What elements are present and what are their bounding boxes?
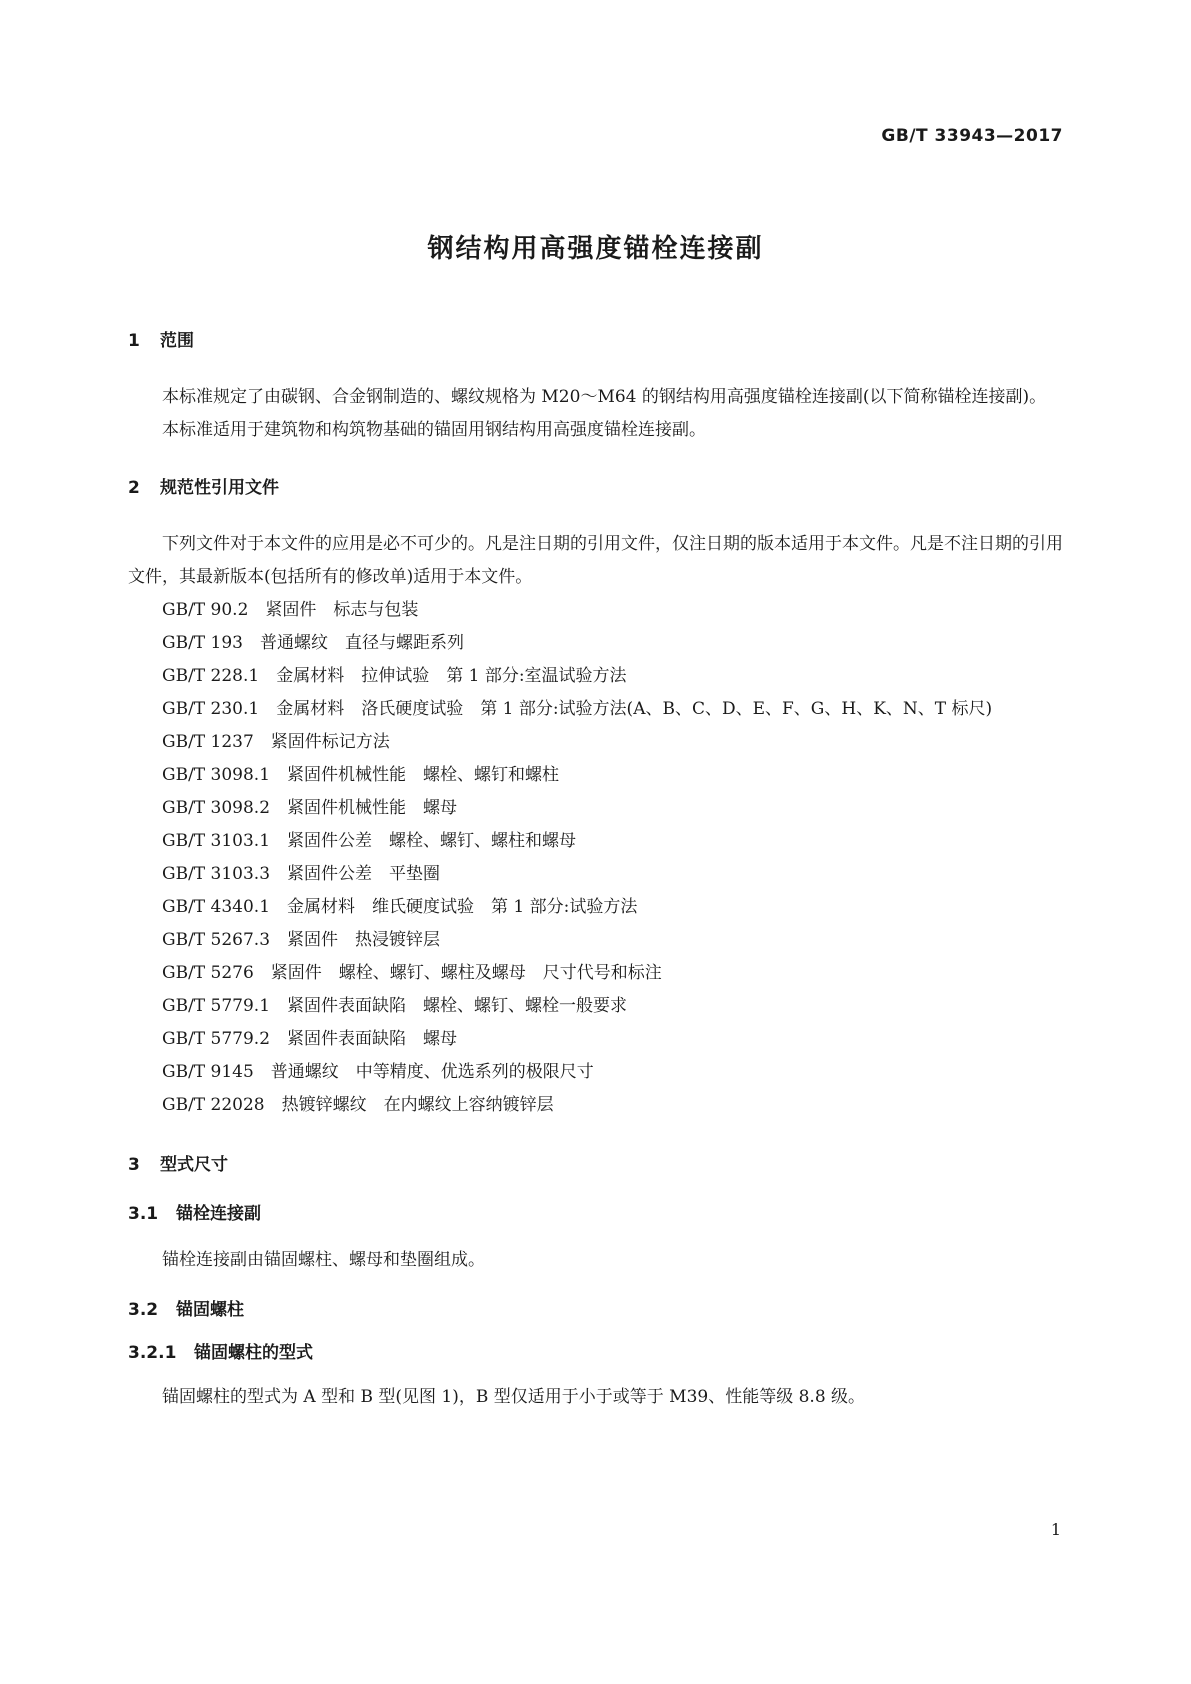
section-2-heading [128, 473, 1063, 498]
section-3-heading [128, 1150, 1063, 1175]
section-title: 锚固螺柱的型式 [194, 1343, 313, 1363]
section-1-heading [128, 326, 1063, 351]
reference-item: GB/T 230.1 金属材料 洛氏硬度试验 第 1 部分:试验方法(A、B、C、D、E、F、G、H、K、N、T 标尺) [162, 699, 993, 719]
section-3-2-heading [128, 1295, 1063, 1320]
paragraph: 本标准规定了由碳钢、合金钢制造的、螺纹规格为 M20～M64 的钢结构用高强度锚栓连接副(以下简称锚栓连接副)。 [162, 387, 1047, 407]
section-title: 锚栓连接副 [176, 1204, 261, 1224]
reference-item: GB/T 3098.1 紧固件机械性能 螺栓、螺钉和螺柱 [162, 765, 560, 785]
reference-item: GB/T 5276 紧固件 螺栓、螺钉、螺柱及螺母 尺寸代号和标注 [162, 963, 662, 983]
section-3-1-heading [128, 1199, 1063, 1224]
paragraph: 锚栓连接副由锚固螺柱、螺母和垫圈组成。 [162, 1250, 485, 1270]
document-body [128, 326, 1063, 1414]
reference-item: GB/T 1237 紧固件标记方法 [162, 732, 390, 752]
reference-item: GB/T 90.2 紧固件 标志与包装 [162, 600, 419, 620]
reference-item: GB/T 3103.1 紧固件公差 螺栓、螺钉、螺柱和螺母 [162, 831, 577, 851]
section-title: 锚固螺柱 [176, 1300, 244, 1320]
section-number: 3.1 [128, 1204, 159, 1224]
reference-item: GB/T 9145 普通螺纹 中等精度、优选系列的极限尺寸 [162, 1062, 594, 1082]
reference-item: GB/T 4340.1 金属材料 维氏硬度试验 第 1 部分:试验方法 [162, 897, 638, 917]
paragraph: 本标准适用于建筑物和构筑物基础的锚固用钢结构用高强度锚栓连接副。 [162, 420, 706, 440]
reference-item: GB/T 3098.2 紧固件机械性能 螺母 [162, 798, 458, 818]
section-title: 规范性引用文件 [160, 478, 279, 498]
section-number: 2 [128, 478, 140, 498]
reference-item: GB/T 3103.3 紧固件公差 平垫圈 [162, 864, 441, 884]
paragraph: 锚固螺柱的型式为 A 型和 B 型(见图 1)，B 型仅适用于小于或等于 M39、性能等级 8.8 级。 [162, 1387, 866, 1407]
section-number: 1 [128, 331, 140, 351]
standard-code: GB/T 33943—2017 [881, 126, 1063, 146]
reference-item: GB/T 5779.1 紧固件表面缺陷 螺栓、螺钉、螺栓一般要求 [162, 996, 628, 1016]
reference-item: GB/T 22028 热镀锌螺纹 在内螺纹上容纳镀锌层 [162, 1095, 554, 1115]
section-title: 型式尺寸 [160, 1155, 228, 1175]
section-number: 3 [128, 1155, 140, 1175]
paragraph: 下列文件对于本文件的应用是必不可少的。凡是注日期的引用文件，仅注日期的版本适用于本文件。凡是不注日期的引用文件，其最新版本(包括所有的修改单)适用于本文件。 [128, 534, 1063, 587]
section-number: 3.2 [128, 1300, 159, 1320]
reference-item: GB/T 193 普通螺纹 直径与螺距系列 [162, 633, 464, 653]
page-number: 1 [1050, 1520, 1061, 1539]
reference-item: GB/T 5267.3 紧固件 热浸镀锌层 [162, 930, 441, 950]
section-3-2-1-heading [128, 1338, 1063, 1363]
document-title: 钢结构用高强度锚栓连接副 [427, 234, 764, 264]
reference-item: GB/T 5779.2 紧固件表面缺陷 螺母 [162, 1029, 458, 1049]
section-title: 范围 [160, 331, 194, 351]
section-number: 3.2.1 [128, 1343, 177, 1363]
reference-item: GB/T 228.1 金属材料 拉伸试验 第 1 部分:室温试验方法 [162, 666, 627, 686]
